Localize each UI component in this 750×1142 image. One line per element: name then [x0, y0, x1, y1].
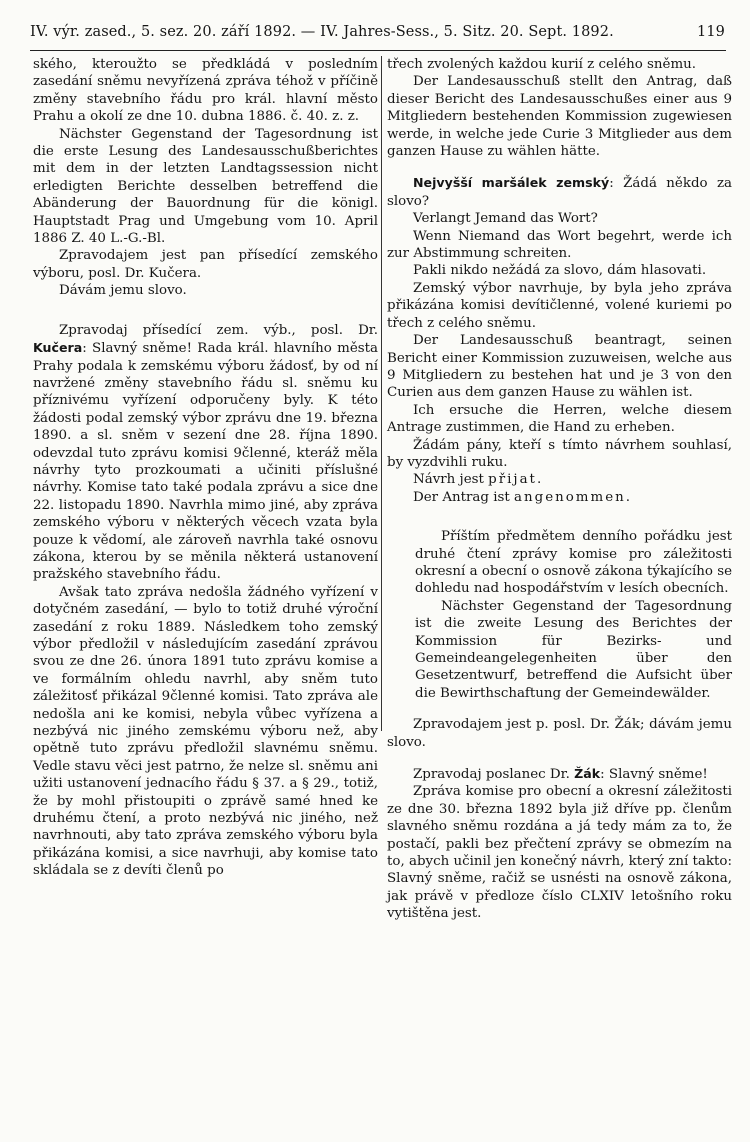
paragraph: Žádám pány, kteří s tímto návrhem souhlasí, by vyzdvihli ruku. — [387, 437, 732, 470]
paragraph: Zpráva komise pro obecní a okresní záležitosti ze dne 30. března 1892 byla již dříve pp. členům slavného sněmu rozdána a já tedy mám za to, že postačí, pakli bez přečtení zprávy se obmezím na to, abych učinil jen konečný návrh, který zní takto: Slavný sněme, račiž se usnésti na osnově zákona, jak právě v předloze číslo CLXIV letošního roku vytištěna jest. — [387, 784, 732, 922]
agenda-paragraph: Nächster Gegenstand der Tagesordnung ist die zweite Lesung des Berichtes der Kommission für Bezirks- und Gemeindeangelegenheiten über den Gesetzentwurf, betreffend die Aufsicht über die Bewirthschaftung der Gemeindewälder. — [415, 598, 732, 701]
column-divider — [381, 56, 382, 731]
speech-paragraph — [387, 765, 732, 783]
right-column — [387, 56, 732, 923]
speech-text: : Žádá někdo za slovo? — [387, 176, 732, 209]
paragraph: Nächster Gegenstand der Tagesordnung ist die erste Lesung des Landesausschußberichtes mit dem in der letzten Landtagssession nicht erledigten Berichte desselben betreffend die Abänderung der Bauordnung für die königl. Hauptstadt Prag und Umgebung vom 10. April 1886 Z. 40 L.-G.-Bl. — [33, 126, 378, 247]
speech-text: : Slavný sněme! — [600, 767, 708, 783]
result-paragraph — [387, 489, 732, 506]
result-paragraph — [387, 471, 732, 488]
paragraph: ského, kteroužto se předkládá v posledním zasedání sněmu nevyřízená zpráva téhož v příčině změny stavebního řádu pro král. hlavní město Prahu a okolí ze dne 10. dubna 1886. č. 40. z. z. — [33, 57, 378, 125]
speech-text: : Slavný sněme! Rada král. hlavního města Prahy podala k zemskému výboru žádosť, by od ní navržené změny stavebního řádu sl. sněmu ku příznivému vyřízení odporučeny byly. K této žádosti podal zemský výbor zprávu dne 19. března 1890. a sl. sněm v sezení dne 28. října 1890. odevzdal tuto zprávu komisi 9členné, kteráž měla návrhy tyto prozkoumati a učiniti příslušné návrhy. Komise tato také podala zprávu a sice dne 22. listopadu 1890. Navrhla mimo jiné, aby zpráva zemského výboru v některých věcech vzata byla pouze k vědomí, ale zároveň navrhla také osnovu zákona, kterou by se měnila některá ustanovení pražského stavebního řádu. — [33, 341, 378, 583]
paragraph: Wenn Niemand das Wort begehrt, werde ich zur Abstimmung schreiten. — [387, 228, 732, 262]
speech-paragraph — [387, 174, 732, 210]
result-prefix: Der Antrag ist — [413, 489, 510, 505]
paragraph: Avšak tato zpráva nedošla žádného vyřízení v dotyčném zasedání, — bylo to totiž druhé výroční zasedání z roku 1889. Následkem toho zemský výbor předložil v následujícím zasedání zprávou svou ze dne 26. února 1891 tuto zprávu komise a ve formálním ohledu navrhl, aby sněm tuto záležitosť přikázal 9členné komisi. Tato zpráva ale nedošla ani ke komisi, nebyla vůbec vyřízena a nezbývá nic jiného zemskému výboru než, aby opětně tuto zprávu předložil slavnému sněmu. Vedle stavu věci jest patrno, že nelze sl. sněmu ani užiti ustanovení jednacího řádu § 37. a § 29., totiž, že by mohl přistoupiti o zprávě samé hned ke druhému čtení, a proto nezbývá nic jiného, než navrhnouti, aby tato zpráva zemského výboru byla přikázána komisi, a sice navrhuji, aby komise tato skládala se z devíti členů po — [33, 584, 378, 879]
paragraph: Der Landesausschuß stellt den Antrag, daß dieser Bericht des Landesausschußes einer aus 9 Mitgliedern bestehenden Kommission zugewiesen werde, in welche jede Curie 3 Mitglieder aus dem ganzen Hause zu wählen hätte. — [387, 74, 732, 160]
speech-prefix: Zpravodaj poslanec Dr. — [413, 767, 570, 783]
paragraph: Ich ersuche die Herren, welche diesem Antrage zustimmen, die Hand zu erheben. — [387, 402, 732, 436]
paragraph: Zpravodajem jest pan přísedící zemského výboru, posl. Dr. Kučera. — [33, 248, 378, 281]
agenda-paragraph: Příštím předmětem denního pořádku jest druhé čtení zprávy komise pro záležitosti okresní a obecní o osnově zákona týkajícího se dohledu nad hospodářstvím v lesích obecních. — [415, 529, 732, 597]
paragraph: Der Landesausschuß beantragt, seinen Bericht einer Kommission zuzuweisen, welche aus 9 Mitgliedern zu bestehen hat und je 3 von den Curien aus dem ganzen Hause zu wählen ist. — [387, 333, 732, 401]
result-prefix: Návrh jest — [413, 472, 484, 488]
speaker-name: Kučera — [33, 340, 83, 356]
paragraph: Pakli nikdo nežádá za slovo, dám hlasovati. — [413, 263, 707, 279]
paragraph: třech zvolených každou kurií z celého sněmu. — [387, 57, 697, 72]
result-word: přijat — [488, 472, 537, 488]
speech-paragraph — [33, 322, 378, 584]
result-word: angenommen — [514, 489, 626, 505]
running-header — [30, 24, 725, 40]
page-number: 119 — [697, 24, 725, 40]
paragraph: Zemský výbor navrhuje, by byla jeho zpráva přikázána komisi devítičlenné, volené kuriemi po třech z celého sněmu. — [387, 280, 732, 331]
paragraph: Zpravodajem jest p. posl. Dr. Žák; dávám jemu slovo. — [387, 717, 732, 750]
speaker-name: Žák — [574, 766, 601, 782]
header-text: IV. výr. zased., 5. sez. 20. září 1892. — IV. Jahres-Sess., 5. Sitz. 20. Sept. 1892. — [30, 24, 614, 40]
header-rule — [30, 50, 726, 51]
left-column — [33, 56, 378, 880]
speaker-name: Nejvyšší maršálek zemský — [413, 175, 610, 191]
result-end: . — [625, 489, 631, 505]
paragraph: Verlangt Jemand das Wort? — [413, 211, 598, 227]
speech-prefix: Zpravodaj přísedící zem. výb., posl. Dr. — [59, 322, 378, 338]
paragraph: Dávám jemu slovo. — [59, 283, 187, 299]
result-end: . — [536, 472, 542, 488]
